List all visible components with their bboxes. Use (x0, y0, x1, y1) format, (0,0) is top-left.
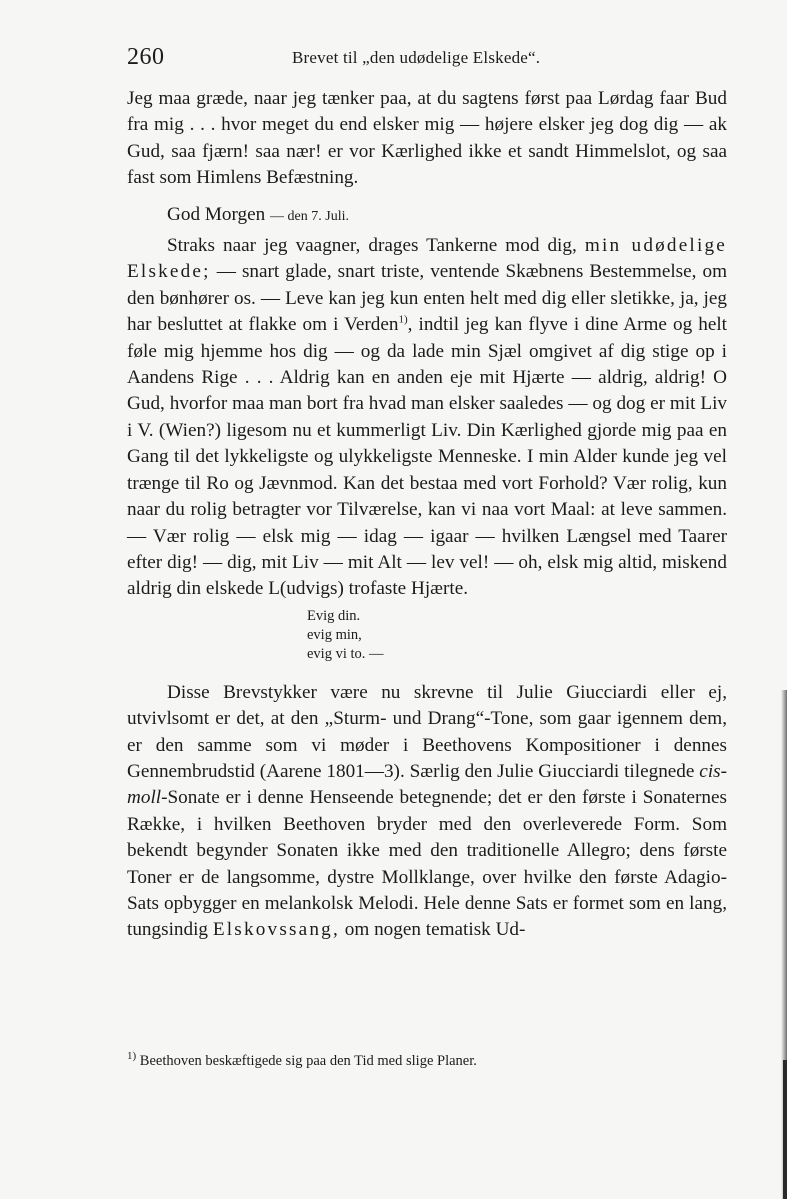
letter-closing (307, 607, 727, 664)
closing-line-3: evig vi to. — (307, 645, 384, 662)
closing-line-1: Evig din. (307, 607, 361, 624)
letter-dateline (127, 202, 727, 230)
letter-p2-start: Straks naar jeg vaagner, drages Tankerne mod dig, (167, 235, 577, 257)
dateline-date: — den 7. Juli. (270, 208, 349, 224)
letter-paragraph-2 (127, 233, 727, 603)
footnote-reference: 1) (398, 313, 408, 326)
page-edge-dark-strip (783, 1060, 787, 1199)
letter-p2-spaced: min udødelige Elskede; (127, 235, 728, 283)
commentary-mid: -Sonate er i denne Henseende betegnende; det er den første i Sonaternes Række, i hvilken Beethoven bryder med den overleverede Form. Som bekendt begynder Sonaten ikke med den traditionelle Allegro; dens første Toner er de langsomme, dystre Mollklange, over hvilke den første Adagio-Sats opbygger en melankolsk Melodi. Hele denne Sats er formet som en lang, tungsindig (127, 787, 727, 941)
footnote-marker: 1) (127, 1050, 137, 1063)
commentary-start: Disse Brevstykker være nu skrevne til Julie Giucciardi eller ej, utvivlsomt er det, at den „Sturm- und Drang“-Tone, som gaar igennem dem, er den samme som vi møder i Beethovens Kompositioner i dennes Gennembrudstid (Aarene 1801—3). Særlig den Julie Giucciardi tilegnede (127, 681, 727, 782)
body-text (127, 86, 727, 944)
dateline-greeting: God Morgen (167, 203, 266, 225)
commentary-paragraph (127, 680, 727, 944)
page-number: 260 (127, 44, 165, 70)
running-title: Brevet til „den udødelige Elskede“. (292, 48, 541, 67)
letter-p2-end: , indtil jeg kan flyve i dine Arme og helt føle mig hjemme hos dig — og da lade min Sjæl omgivet af dig stige op i Aandens Rige . . . Aldrig kan en anden eje mit Hjærte — aldrig, aldrig! O Gud, hvorfor maa man bort fra hvad man elsker saaledes — og dog er mit Liv i V. (Wien?) ligesom nu et kummerligt Liv. Din Kærlighed gjorde mig paa en Gang til det lykkeligste og ulykkeligste Menneske. I min Alder kunde jeg vel trænge til Ro og Jævnmod. Kan det bestaa med vort Forhold? Vær rolig, kun naar du rolig betragter vor Tilværelse, kan vi naa vort Maal: at leve sammen. — Vær rolig — elsk mig — idag — igaar — hvilken Længsel med Taarer efter dig! — dig, mit Liv — mit Alt — lev vel! — oh, elsk mig altid, miskend aldrig din elskede L(udvigs) trofaste Hjærte. (127, 314, 727, 600)
footnote (127, 1052, 747, 1070)
page-header (127, 44, 727, 74)
footnote-text: Beethoven beskæftigede sig paa den Tid med slige Planer. (139, 1053, 477, 1069)
commentary-key-italic: cis-moll (127, 760, 728, 809)
closing-line-2: evig min, (307, 626, 362, 643)
commentary-end: om nogen tematisk Ud- (344, 919, 526, 941)
letter-p2-mid: — snart glade, snart triste, ventende Skæbnens Bestemmelse, om den bønhører os. — Leve kan jeg kun enten helt med dig eller sletikke, ja, jeg har besluttet at flakke om i Verden (127, 261, 728, 336)
commentary-spaced: Elskovssang, (212, 919, 340, 941)
letter-paragraph-1: Jeg maa græde, naar jeg tænker paa, at du sagtens først paa Lørdag faar Bud fra mig . . . hvor meget du end elsker mig — højere elsker jeg dog dig — ak Gud, saa fjærn! saa nær! er vor Kærlighed ikke et sandt Himmelslot, og saa fast som Himlens Befæstning. (127, 88, 727, 189)
